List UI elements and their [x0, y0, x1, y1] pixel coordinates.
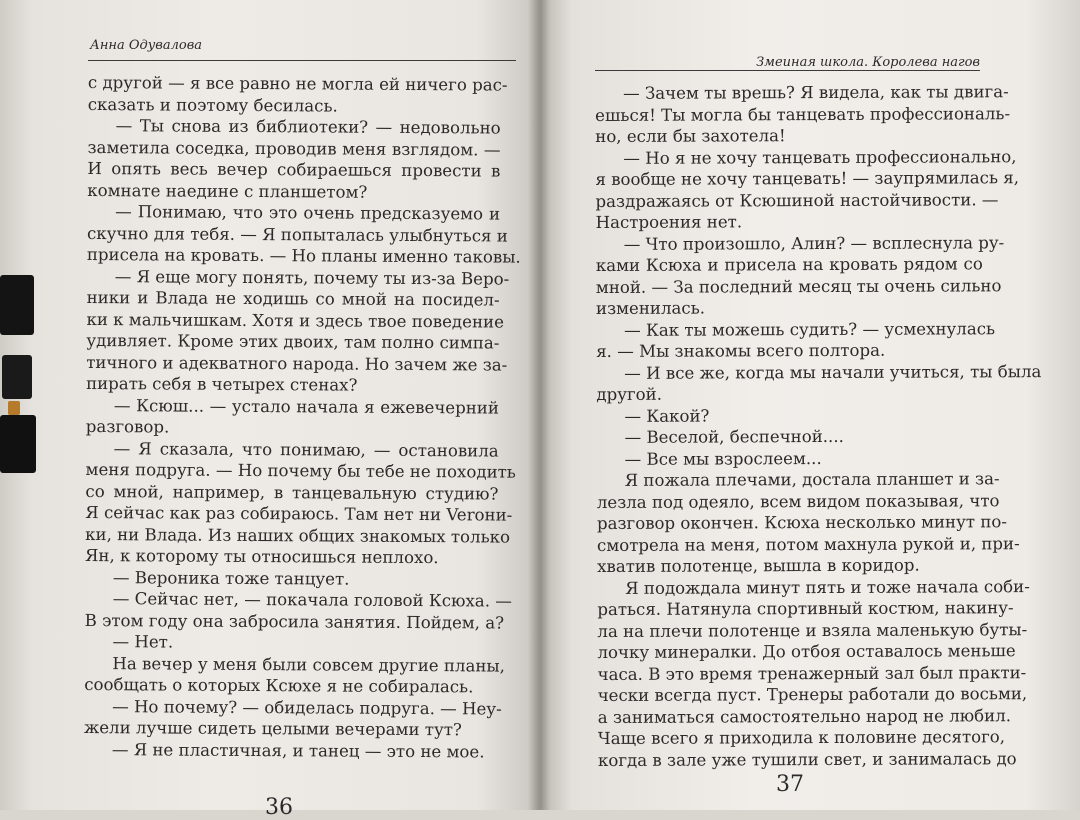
text-line: Я сейчас как раз собираюсь. Там нет ни Verони-: [85, 502, 513, 525]
right-page-number: 37: [776, 772, 804, 797]
text-line: сообщать о которых Ксюхе я не собиралась.: [84, 674, 474, 697]
text-line: лезла под одеяло, всем видом показывая, что: [596, 490, 1000, 512]
text-line: — Все мы взрослеем...: [624, 448, 822, 469]
text-line: В этом году она забросила занятия. Пойдем, а?: [84, 610, 505, 633]
text-line: ки к мальчишкам. Хотя и здесь твое поведение: [86, 309, 504, 332]
text-line: удивляет. Кроме этих двоих, там полно симпа-: [86, 330, 500, 353]
text-line: Настроения нет.: [595, 212, 743, 232]
text-line: ла на плечи полотенце и взяла маленькую буты-: [597, 619, 1028, 641]
text-line: изменилась.: [595, 298, 706, 318]
text-line: — Понимаю, что это очень предсказуемо и: [115, 202, 501, 224]
book-clip: [0, 265, 38, 505]
text-line: мной. — За последний месяц ты очень сильно: [595, 275, 1002, 297]
text-line: Чаще всего я приходила к половине десятого,: [597, 727, 1006, 748]
text-line: я вообще не хочу танцевать! — заупрямилась я,: [595, 168, 1020, 189]
text-line: — Веселой, беспечной....: [624, 426, 844, 447]
text-line: — Но почему? — обиделась подруга. — Неу-: [112, 696, 502, 719]
text-line: На вечер у меня были совсем другие планы,: [112, 653, 505, 676]
text-line: — Вероника тоже танцует.: [112, 567, 350, 589]
text-line: пирать себя в четырех стенах?: [86, 373, 358, 395]
text-line: ками Ксюха и присела на кровать рядом со: [595, 254, 983, 275]
text-line: разговор.: [85, 416, 170, 437]
text-line: другой.: [596, 384, 663, 404]
right-page-header: Змеиная школа. Королева нагов: [756, 55, 980, 70]
text-line: — Что произошло, Алин? — всплеснула ру-: [623, 232, 1005, 254]
left-page-header: Анна Одувалова: [90, 38, 203, 53]
text-line: смотрела на меня, потом махнула рукой и, при-: [596, 533, 1020, 555]
text-line: Я подождала минут пять и тоже начала соби-: [625, 576, 1030, 598]
text-line: скучно для тебя. — Я попыталась улыбнуться и: [86, 223, 508, 246]
text-line: — Ты снова из библиотеки? — недовольно: [115, 116, 501, 138]
text-line: — Какой?: [624, 406, 710, 426]
text-line: — Зачем ты врешь? Я видела, как ты двига-: [623, 82, 1009, 103]
text-line: жели лучше сидеть целыми вечерами тут?: [83, 717, 462, 740]
right-header-rule: [595, 70, 980, 71]
book-gutter: [528, 0, 550, 810]
text-line: — Я сказала, что понимаю, — остановила: [113, 438, 499, 461]
text-line: лочку минералки. До отбоя оставалось меньше: [597, 641, 1016, 662]
text-line: разговор окончен. Ксюха несколько минут по-: [596, 512, 1008, 533]
text-line: тичного и адекватного народа. Но зачем же за-: [86, 352, 508, 375]
text-line: часа. В это время тренажерный зал был практи-: [597, 662, 1027, 684]
text-line: ники и Влада не ходишь со мной на посидел-: [86, 287, 500, 310]
text-line: — Но я не хочу танцевать профессионально,: [623, 146, 1017, 168]
text-line: Я пожала плечами, достала планшет и за-: [624, 469, 1000, 490]
right-text-column: [595, 81, 1042, 771]
text-line: ки, ни Влада. Из наших общих знакомых только: [85, 524, 511, 547]
text-line: Ян, к которому ты относишься неплохо.: [84, 545, 439, 568]
text-line: раться. Натянула спортивный костюм, накину-: [597, 598, 1014, 619]
text-line: комнате наедине с планшетом?: [87, 180, 368, 202]
text-line: а заниматься самостоятельно народ не любил.: [597, 705, 1012, 727]
left-header-rule: [88, 60, 516, 61]
left-text-column: [83, 72, 521, 763]
left-page-number: 36: [265, 795, 293, 820]
text-line: я. — Мы знакомы всего полтора.: [596, 340, 886, 361]
text-line: — Я не пластичная, и танец — это не мое.: [111, 739, 485, 761]
text-line: — Я еще могу понять, почему ты из-за Веро-: [114, 266, 510, 289]
text-line: хватив полотенце, вышла в коридор.: [597, 555, 920, 576]
text-line: присела на кровать. — Но планы именно таковы.: [86, 244, 521, 267]
text-line: — Сейчас нет, — покачала головой Ксюха. —: [112, 589, 512, 611]
text-line: сказать и поэтому бесилась.: [87, 94, 338, 116]
text-line: но, если бы захотела!: [595, 126, 786, 146]
text-line: — Ксюш... — устало начала я ежевечерний: [113, 395, 500, 418]
text-line: когда в зале уже тушили свет, и занималась до: [597, 748, 1017, 770]
text-line: ешься! Ты могла бы танцевать профессиональ-: [595, 103, 1011, 125]
text-line: заметила соседка, проводив меня взглядом. —: [87, 137, 501, 160]
text-line: меня подруга. — Но почему бы тебе не походить: [85, 459, 516, 482]
text-line: И опять весь вечер собираешься провести в: [87, 158, 501, 181]
text-line: — И все же, когда мы начали учиться, ты была: [624, 361, 1042, 383]
text-line: чески всегда пуст. Тренеры работали до восьми,: [597, 684, 1028, 705]
text-line: со мной, например, в танцевальную студию?: [85, 481, 499, 504]
text-line: — Нет.: [112, 632, 174, 652]
text-line: раздражаясь от Ксюшиной настойчивости. —: [595, 189, 999, 211]
text-line: — Как ты можешь судить? — усмехнулась: [624, 318, 996, 340]
text-line: с другой — я все равно не могла ей ничего рас-: [87, 72, 508, 95]
